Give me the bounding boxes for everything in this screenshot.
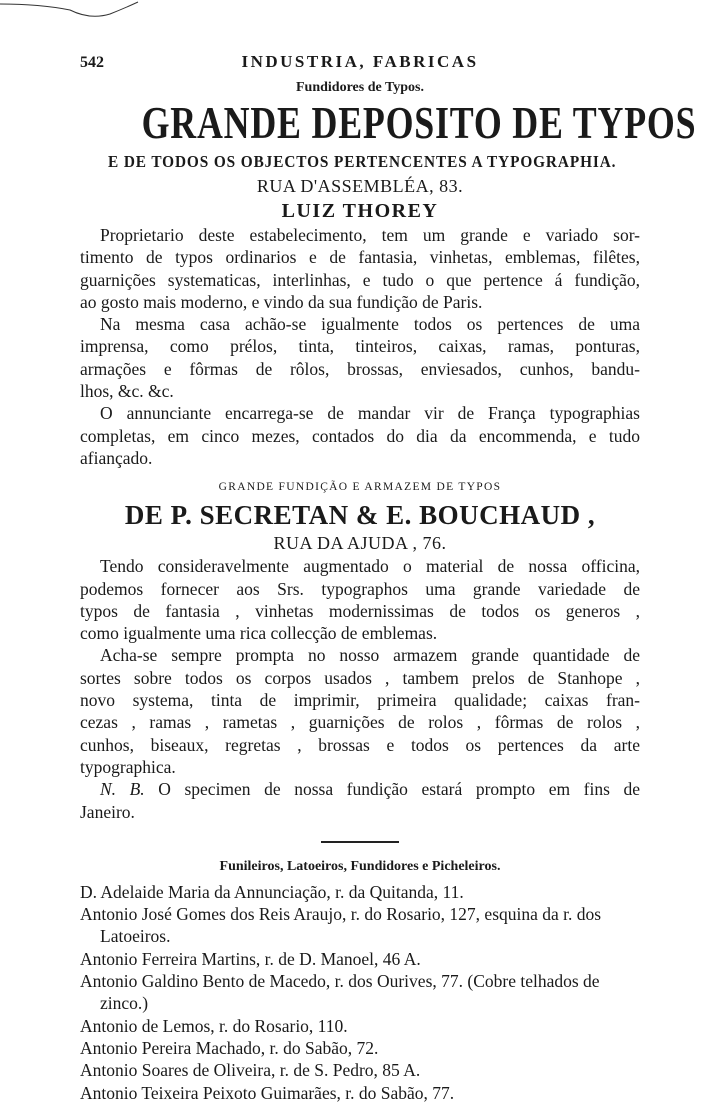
text-line: guarnições systematicas, interlinhas, e tudo o que pertence á fundição, [80,269,640,290]
text-line: novo systema, tinta de imprimir, primeira qualidade; caixas fran- [80,690,640,711]
list-item: Antonio Ferreira Martins, r. de D. Manoel, 46 A. [80,948,421,969]
directory-list [80,881,640,1104]
text-line: Janeiro. [80,801,135,822]
ad-body-1 [80,224,640,469]
text-line: podemos fornecer aos Srs. typographos uma grande variedade de [80,578,640,599]
ad-proprietor: LUIZ THOREY [281,200,439,222]
text-line: typographica. [80,756,176,777]
nb-label: N. B. [100,779,145,800]
running-title: INDUSTRIA, FABRICAS [241,52,479,71]
text-line: typos de fantasia , vinhetas modernissimas de todos os generos , [80,600,640,621]
text-line: armações e fôrmas de rôlos, brossas, enviesados, cunhos, bandu- [80,358,640,379]
text-line: Na mesma casa achão-se igualmente todos os pertences de uma [100,314,640,335]
text-line: afiançado. [80,447,153,468]
ad2-heading: GRANDE FUNDIÇÃO E ARMAZEM DE TYPOS [218,481,502,494]
nb-text: O specimen de nossa fundição estará prompto em fins de [158,779,640,800]
text-line: lhos, &c. &c. [80,381,174,402]
list-item: Antonio Galdino Bento de Macedo, r. dos Ourives, 77. (Cobre telhados de zinco.) [80,971,600,1014]
scan-artifact-curve [0,0,140,22]
text-line: imprensa, como prélos, tinta, tinteiros, caixas, ramas, ponturas, [80,336,640,357]
page-number: 542 [80,54,104,71]
text-line: como igualmente uma rica collecção de emblemas. [80,623,438,644]
ad-address: RUA D'ASSEMBLÉA, 83. [256,176,464,196]
text-line: cezas , ramas , rametas , guarnições de rolos , fôrmas de rolos , [80,712,640,733]
list-item: Antonio de Lemos, r. do Rosario, 110. [80,1015,348,1036]
ad2-name: DE P. SECRETAN & E. BOUCHAUD , [124,500,596,531]
list-item: Antonio Teixeira Peixoto Guimarães, r. do Sabão, 77. [80,1082,455,1103]
text-line: O annunciante encarrega-se de mandar vir de França typographias [100,403,640,424]
list-item: D. Adelaide Maria da Annunciação, r. da Quitanda, 11. [80,881,464,902]
text-line: cunhos, biseaux, regretas , brossas e todos os pertences da arte [80,734,640,755]
ad-title: GRANDE DEPOSITO DE TYPOS [141,97,697,148]
text-line: Tendo consideravelmente augmentado o material de nossa officina, [100,556,640,577]
text-line: sortes sobre todos os corpos usados , tambem prelos de Stanhope , [80,667,640,688]
text-line: completas, em cinco mezes, contados do dia da encommenda, e tudo [80,425,640,446]
ad-subtitle: E DE TODOS OS OBJECTOS PERTENCENTES A TYPOGRAPHIA. [108,152,617,171]
text-line: timento de typos ordinarios e de fantasia, vinhetas, emblemas, filêtes, [80,247,640,268]
directory-heading: Funileiros, Latoeiros, Fundidores e Picheleiros. [219,858,501,874]
ad2-address: RUA DA AJUDA , 76. [273,533,447,554]
section-divider [321,841,399,843]
list-item: Antonio Pereira Machado, r. do Sabão, 72. [80,1037,379,1058]
list-item: Antonio José Gomes dos Reis Araujo, r. do Rosario, 127, esquina da r. dos Latoeiros. [80,904,602,947]
ad-body-2 [80,555,640,823]
running-header [80,52,640,78]
text-line: Proprietario deste estabelecimento, tem um grande e variado sor- [100,225,640,245]
section-subheading: Fundidores de Typos. [296,80,424,95]
document-page [80,52,697,1104]
text-line: Acha-se sempre prompta no nosso armazem grande quantidade de [100,645,640,666]
nota-bene-line [80,778,640,800]
list-item: Antonio Soares de Oliveira, r. de S. Pedro, 85 A. [80,1060,421,1081]
text-line: ao gosto mais moderno, e vindo da sua fundição de Paris. [80,291,483,312]
